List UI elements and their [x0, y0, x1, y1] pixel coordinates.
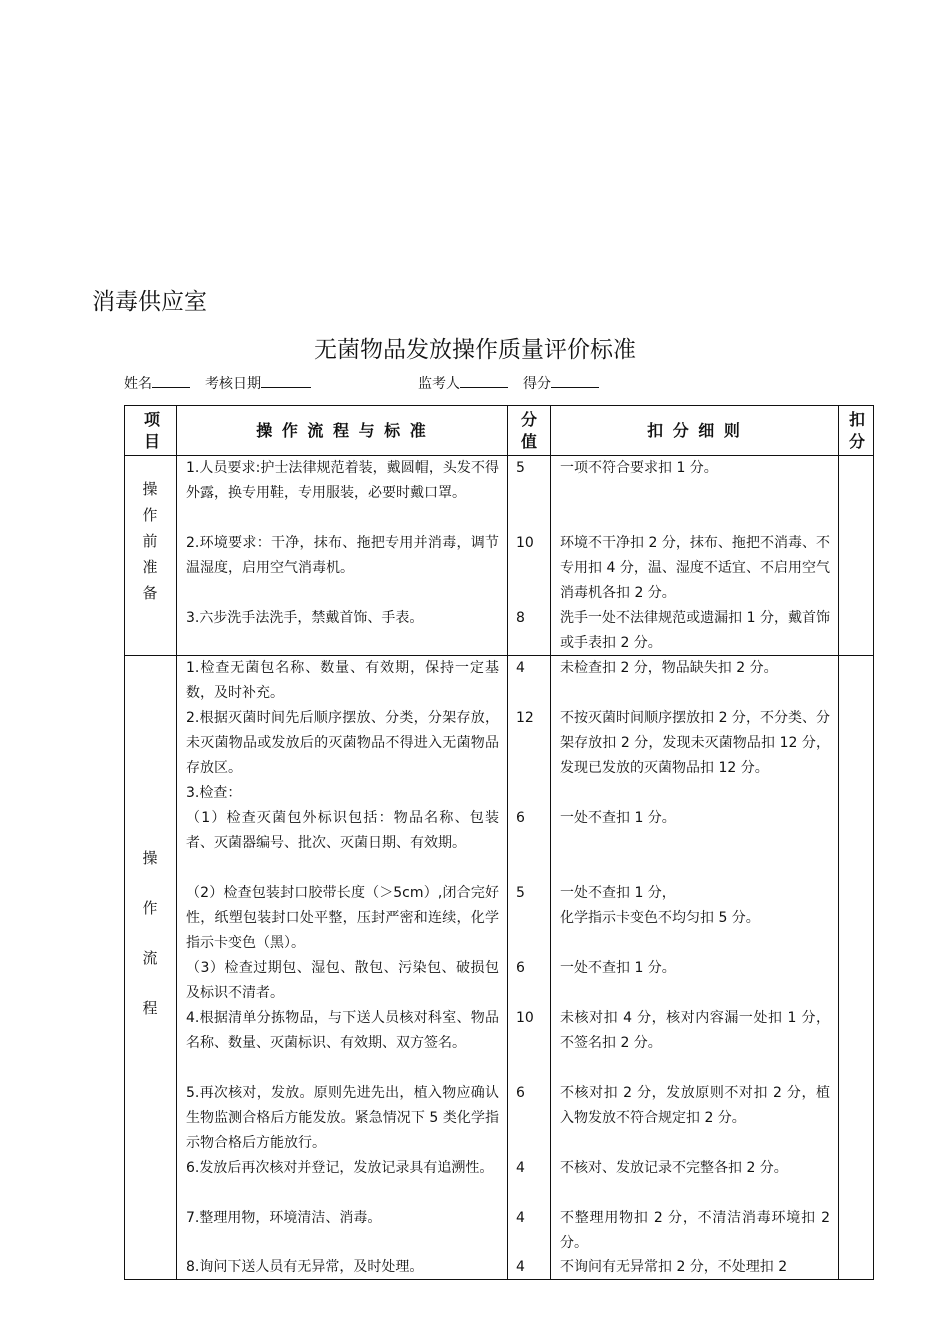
standard-text: 6.发放后再次核对并登记，发放记录具有追溯性。: [186, 1160, 494, 1176]
points-value: 12: [516, 710, 534, 726]
deduction-text: 不整理用物扣 2 分，不清洁消毒环境扣 2 分。: [560, 1210, 830, 1251]
standard-text: 2.环境要求：干净，抹布、拖把专用并消毒，调节温湿度，启用空气消毒机。: [186, 535, 499, 576]
deduction-text: 一项不符合要求扣 1 分。: [560, 460, 718, 476]
points-value: 10: [516, 1010, 534, 1026]
grid-line: [550, 405, 551, 1280]
department-label: 消毒供应室: [92, 289, 207, 315]
standard-text: （3）检查过期包、湿包、散包、污染包、破损包及标识不清者。: [186, 960, 499, 1001]
examiner-blank[interactable]: [460, 373, 508, 388]
section-label-procedure: 操 作 流 程: [142, 849, 158, 1017]
points-value: 8: [516, 610, 525, 626]
header-points: 分值: [520, 409, 537, 451]
document-title: 无菌物品发放操作质量评价标准: [314, 337, 636, 363]
deduction-text: 不核对扣 2 分，发放原则不对扣 2 分，植入物发放不符合规定扣 2 分。: [560, 1085, 830, 1126]
deduction-text: 一处不查扣 1 分。: [560, 810, 676, 826]
deduction-text: 洗手一处不法律规范或遗漏扣 1 分，戴首饰或手表扣 2 分。: [560, 610, 830, 651]
header-deducted: 扣分: [848, 409, 865, 451]
header-deduction-rules: 扣 分 细 则: [647, 420, 742, 440]
date-field: 考核日期: [205, 373, 261, 393]
name-blank[interactable]: [152, 373, 190, 388]
section-label-preparation: 操 作 前 准 备: [142, 480, 158, 602]
deduction-text: 不核对、发放记录不完整各扣 2 分。: [560, 1160, 788, 1176]
standard-text: 3.检查：: [186, 785, 242, 801]
deduction-text: 一处不查扣 1 分。: [560, 960, 676, 976]
deduction-text: 化学指示卡变色不均匀扣 5 分。: [560, 910, 760, 926]
deduction-text: 未核对扣 4 分，核对内容漏一处扣 1 分，不签名扣 2 分。: [560, 1010, 830, 1051]
standard-text: 8.询问下送人员有无异常，及时处理。: [186, 1259, 424, 1275]
grid-line: [838, 405, 839, 1280]
standard-text: 1.人员要求:护士法律规范着装，戴圆帽，头发不得外露，换专用鞋，专用服装，必要时戴口罩。: [186, 460, 499, 501]
header-item: 项目: [143, 409, 160, 451]
date-blank[interactable]: [261, 373, 311, 388]
points-value: 5: [516, 460, 525, 476]
standard-text: （1）检查灭菌包外标识包括：物品名称、包装者、灭菌器编号、批次、灭菌日期、有效期。: [186, 810, 499, 851]
grid-line: [176, 405, 177, 1280]
header-standard: 操 作 流 程 与 标 准: [256, 420, 428, 440]
standard-text: （2）检查包装封口胶带长度（＞5cm）,闭合完好性，纸塑包装封口处平整，压封严密和连续，化学指示卡变色（黑）。: [186, 885, 499, 951]
points-value: 10: [516, 535, 534, 551]
deduction-text: 未检查扣 2 分，物品缺失扣 2 分。: [560, 660, 778, 676]
standard-text: 5.再次核对，发放。原则先进先出，植入物应确认生物监测合格后方能发放。紧急情况下 5 类化学指示物合格后方能放行。: [186, 1085, 499, 1151]
standard-text: 1.检查无菌包名称、数量、有效期，保持一定基数，及时补充。: [186, 660, 499, 701]
points-value: 6: [516, 810, 525, 826]
points-value: 5: [516, 885, 525, 901]
points-value: 4: [516, 660, 525, 676]
score-blank[interactable]: [551, 373, 599, 388]
deduction-text: 环境不干净扣 2 分，抹布、拖把不消毒、不专用扣 4 分，温、湿度不适宜、不启用空气消毒机各扣 2 分。: [560, 535, 830, 601]
deduction-text: 一处不查扣 1 分，: [560, 885, 676, 901]
standard-text: 4.根据清单分拣物品，与下送人员核对科室、物品名称、数量、灭菌标识、有效期、双方签名。: [186, 1010, 499, 1051]
points-value: 4: [516, 1210, 525, 1226]
standard-text: 2.根据灭菌时间先后顺序摆放、分类，分架存放，未灭菌物品或发放后的灭菌物品不得进入无菌物品存放区。: [186, 710, 499, 776]
deduction-text: 不按灭菌时间顺序摆放扣 2 分，不分类、分架存放扣 2 分，发现未灭菌物品扣 12 分，发现已发放的灭菌物品扣 12 分。: [560, 710, 830, 776]
standard-text: 3.六步洗手法洗手，禁戴首饰、手表。: [186, 610, 424, 626]
points-value: 6: [516, 960, 525, 976]
standard-text: 7.整理用物，环境清洁、消毒。: [186, 1210, 382, 1226]
info-line: [0, 373, 950, 393]
points-value: 6: [516, 1085, 525, 1101]
examiner-field: 监考人: [418, 373, 460, 393]
grid-line: [507, 405, 508, 1280]
points-value: 4: [516, 1259, 525, 1275]
deduction-text: 不询问有无异常扣 2 分，不处理扣 2: [560, 1259, 788, 1275]
score-field: 得分: [523, 373, 551, 393]
points-value: 4: [516, 1160, 525, 1176]
name-field: 姓名: [124, 373, 152, 393]
